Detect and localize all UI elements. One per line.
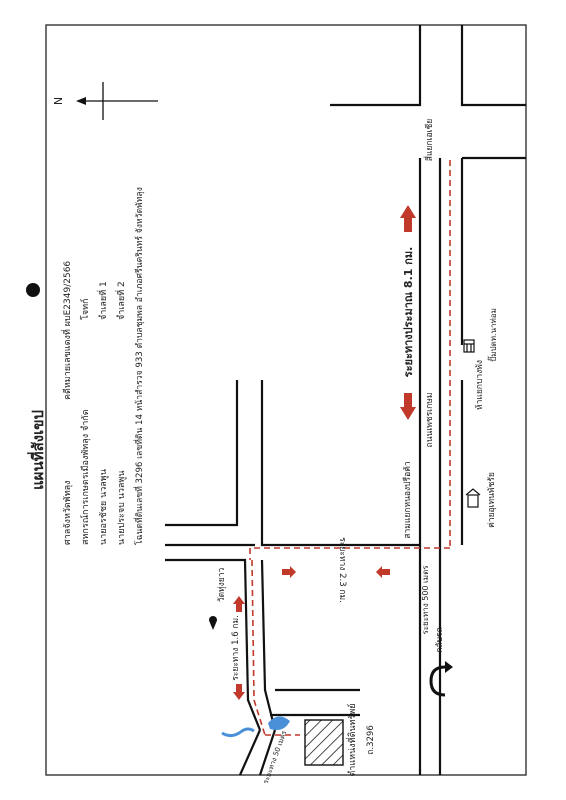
plaintiff-role: โจทก์ bbox=[81, 298, 91, 320]
map-title: แผนที่สังเขป bbox=[29, 410, 47, 490]
junction-left-label: สามแยกหนองปรือค้า bbox=[403, 461, 413, 539]
map-frame bbox=[46, 25, 526, 775]
deed-info: โฉนดที่ดินเลขที่ 3296 เลขที่ดิน 14 หน้าสำรวจ 933 ตำบลชุมพล อำเภอศรีนครินทร์ จังหวัดพัทลุง bbox=[135, 187, 145, 545]
bank-label: ห้าแยกบางพัง bbox=[475, 359, 485, 411]
stream bbox=[222, 729, 254, 736]
case-info bbox=[60, 187, 145, 545]
punch-hole bbox=[26, 283, 40, 297]
temple-icon bbox=[209, 616, 217, 630]
property-marker bbox=[305, 720, 343, 765]
distance-main-label: ระยะทางประมาณ 8.1 กม. bbox=[402, 246, 415, 378]
camp-icon bbox=[466, 489, 480, 507]
court-name: ศาลจังหวัดพัทลุง bbox=[63, 480, 73, 545]
distance-500-label: ระยะทาง 500 เมตร bbox=[421, 565, 430, 635]
distance-arrows bbox=[233, 205, 416, 700]
distance-50-label: ระยะทาง 50 เมตร bbox=[261, 729, 289, 786]
defendant1-role: จำเลยที่ 1 bbox=[99, 281, 109, 320]
case-number: คดีหมายเลขแดงที่ ผบE2349/2566 bbox=[63, 260, 73, 400]
road-main-label: ถนนเพชรเกษม bbox=[425, 392, 435, 448]
north-label: N bbox=[52, 96, 65, 106]
distance-1-6-label: ระยะทาง 1.6 กม. bbox=[231, 615, 241, 681]
property-label: ตำแหน่งที่ดินทรัพย์ bbox=[348, 703, 358, 777]
turn-back-label: กลับรถ bbox=[435, 627, 445, 653]
defendant2-role: จำเลยที่ 2 bbox=[117, 281, 127, 320]
camp-label: ค่ายอุเทนพัชรัย bbox=[487, 472, 497, 528]
bank-sub-label: ปั๊มปตท.นาท่อม bbox=[489, 308, 498, 362]
junction-top-label: สี่แยกเอเชีย bbox=[425, 118, 435, 162]
bank-icon bbox=[464, 340, 474, 352]
u-turn-icon bbox=[431, 667, 445, 695]
roads bbox=[165, 25, 526, 775]
u-turn-arrowhead bbox=[445, 661, 453, 673]
temple-label: วัดทุ่งยาว bbox=[217, 567, 227, 603]
defendant1-name: นายอรชัชย นวลพูน bbox=[99, 469, 109, 545]
distance-2-3-label: ระยะทาง 2.3 กม. bbox=[337, 537, 347, 603]
road-code-label: ถ.3296 bbox=[366, 725, 376, 755]
defendant2-name: นายประจบ นวลพูน bbox=[117, 470, 127, 545]
plaintiff-name: สหกรณ์การเกษตรเมืองพัทลุง จำกัด bbox=[81, 409, 91, 545]
north-arrow-icon bbox=[76, 82, 158, 120]
